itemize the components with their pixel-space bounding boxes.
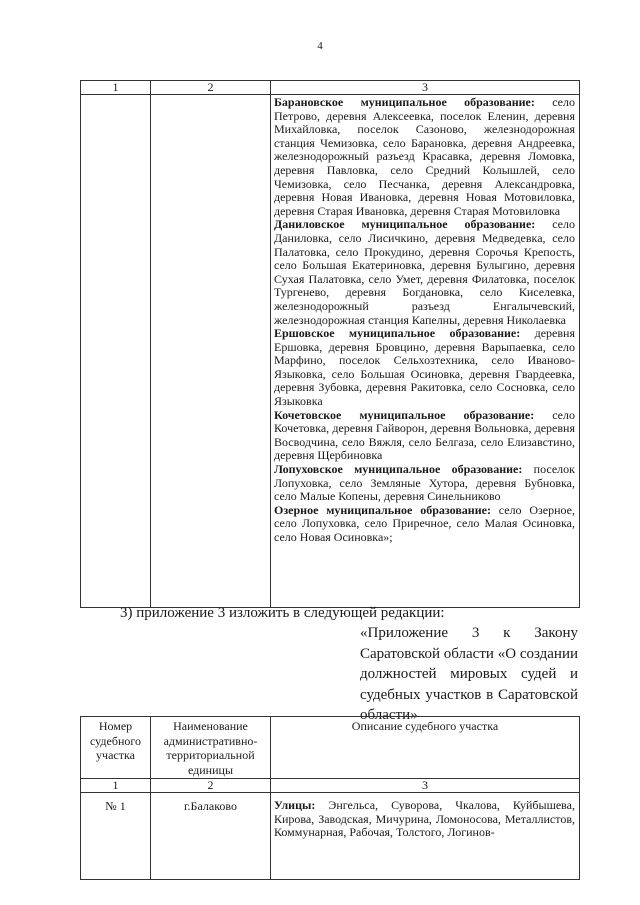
entry-text: село Петрово, деревня Алексеевка, поселок Еленин, деревня Михайловка, поселок Сазоново, железнодорожная станция Чемизовка, село Барановка, деревня Андреевка, железнодорожный разъезд Красавка, деревня Ломовка, деревня Павловка, село Средний Колышлей, село Чемизовка, село Песчанка, деревня Александровка, деревня Новая Ивановка, деревня Новая Мотовиловка, деревня Старая Ивановка, деревня Старая Мотовиловка	[274, 95, 576, 218]
court-districts-table	[80, 716, 580, 880]
entry-text: село Даниловка, село Лисичкино, деревня Медведевка, село Палатовка, село Прокудино, деревня Сорочья Крепость, село Большая Екатериновка, деревня Булыгино, деревня Сухая Палатовка, село Умет, деревня Филатовка, поселок Тургенево, деревня Богдановка, село Киселевка, железнодорожный разъезд Енгалычевский, железнодорожная станция Капелны, деревня Николаевка	[274, 217, 575, 327]
column-number-2: 2	[151, 81, 271, 95]
column-number-3: 3	[271, 81, 580, 95]
column-number-1: 1	[81, 779, 151, 793]
entry-heading: Кочетовское муниципальное образование:	[274, 407, 535, 422]
entry-ozernoe	[274, 504, 575, 545]
empty-number-cell	[81, 95, 151, 608]
admin-unit: г.Балаково	[151, 793, 271, 880]
column-number-2: 2	[151, 779, 271, 793]
entry-kochetovskoe	[274, 409, 575, 463]
empty-admin-cell	[151, 95, 271, 608]
table-row	[81, 793, 580, 880]
column-number-1: 1	[81, 81, 151, 95]
district-description	[271, 793, 579, 840]
entry-heading: Озерное муниципальное образование:	[274, 502, 491, 517]
district-description	[271, 95, 579, 545]
column-number-3: 3	[271, 779, 580, 793]
entry-text: Энгельса, Суворова, Чкалова, Куйбышева, Кирова, Заводская, Мичурина, Ломоносова, Металлистов, Коммунарная, Рабочая, Толстого, Логинов-	[274, 798, 575, 840]
description-cell	[271, 793, 580, 880]
header-district-number: Номер судебного участка	[81, 717, 151, 779]
header-description: Описание судебного участка	[271, 717, 580, 779]
table-header-row	[81, 717, 580, 779]
district-number: № 1	[81, 793, 151, 880]
table-row	[81, 95, 580, 608]
entry-ershovskoe	[274, 327, 575, 409]
entry-text: село Кочетовка, деревня Гайворон, деревня Вольновка, деревня Восводчина, село Вяжля, село Белгаза, село Елизавстино, деревня Щербиновка	[274, 407, 575, 463]
entry-heading: Улицы:	[274, 798, 316, 812]
entry-text: село Озерное, село Лопуховка, село Приречное, село Малая Осиновка, село Новая Осиновка»;	[274, 502, 575, 544]
appendix-note: «Приложение 3 к Закону Саратовской области «О создании должностей мировых судей и судебных участков в Саратовской области»	[360, 625, 578, 723]
entry-heading: Даниловское муниципальное образование:	[274, 217, 536, 232]
entry-text: деревня Ершовка, деревня Бровцино, деревня Варыпаевка, село Марфино, поселок Сельхозтехника, село Иваново-Языковка, село Большая Осиновка, деревня Гвардеевка, деревня Зубовка, деревня Ракитовка, село Сосновка, село Языковка	[274, 326, 575, 409]
entry-heading: Барановское муниципальное образование:	[274, 95, 535, 109]
entry-text: поселок Лопуховка, село Земляные Хутора, деревня Бубновка, село Малые Копены, деревня Синельниково	[274, 462, 575, 504]
districts-table-continued	[80, 80, 580, 608]
entry-baranovskoe	[274, 96, 575, 218]
page-number: 4	[317, 40, 323, 52]
entry-heading: Лопуховское муниципальное образование:	[274, 462, 523, 477]
column-number-row	[81, 81, 580, 95]
entry-lopukhovskoe	[274, 463, 575, 504]
column-number-row	[81, 779, 580, 793]
description-cell	[271, 95, 580, 608]
entry-heading: Ершовское муниципальное образование:	[274, 326, 521, 341]
entry-danilovskoe	[274, 218, 575, 327]
header-admin-unit: Наименование административно-территориальной единицы	[151, 717, 271, 779]
amendment-text: 3) приложение 3 изложить в следующей редакции:	[120, 605, 445, 621]
